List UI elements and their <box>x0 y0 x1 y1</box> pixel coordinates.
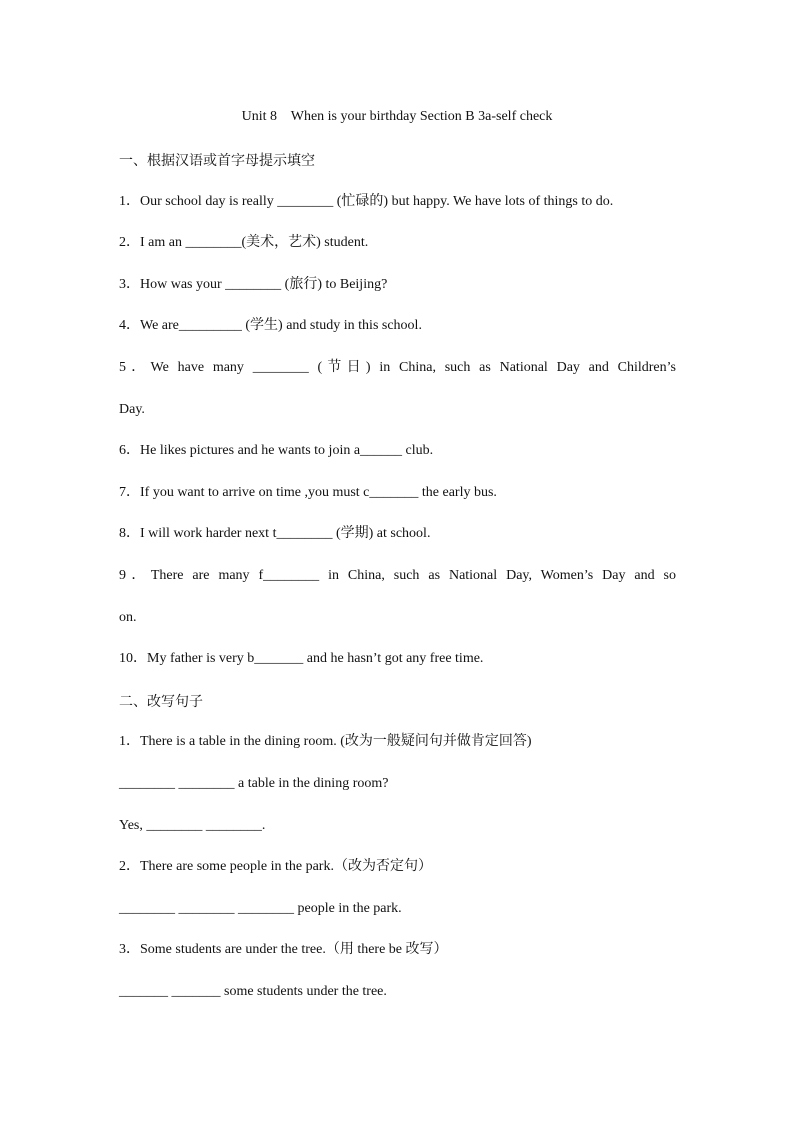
section-1-item-8: 8．I will work harder next t________ (学期) at school. <box>119 526 431 541</box>
section-1-item-7: 7．If you want to arrive on time ,you must c_______ the early bus. <box>119 485 497 500</box>
section-1-item-5-continued: Day. <box>119 402 145 417</box>
section-1-item-3: 3．How was your ________ (旅行) to Beijing? <box>119 277 388 292</box>
section-1-item-5: 5．We have many ________ (节日) in China, such as National Day and Children’s <box>119 360 676 375</box>
section-1-item-10: 10．My father is very b_______ and he hasn’t got any free time. <box>119 651 484 666</box>
section-1-item-6: 6．He likes pictures and he wants to join a______ club. <box>119 443 434 458</box>
section-1-item-9: 9．There are many f________ in China, such as National Day, Women’s Day and so <box>119 568 676 583</box>
section-2-item-1-answer-question: ________ ________ a table in the dining room? <box>119 776 389 791</box>
section-2-item-1: 1．There is a table in the dining room. (改为一般疑问句并做肯定回答) <box>119 734 532 749</box>
section-1-item-2: 2．I am an ________(美术，艺术) student. <box>119 235 369 250</box>
section-2-item-3-answer: _______ _______ some students under the tree. <box>119 984 387 999</box>
section-2-item-2: 2．There are some people in the park.（改为否定句） <box>119 859 432 874</box>
section-2-heading: 二、改写句子 <box>119 695 203 710</box>
section-2-item-2-answer: ________ ________ ________ people in the park. <box>119 901 402 916</box>
section-2-item-3: 3．Some students are under the tree.（用 there be 改写） <box>119 942 448 957</box>
section-1-heading: 一、根据汉语或首字母提示填空 <box>119 154 315 169</box>
section-1-item-1: 1．Our school day is really ________ (忙碌的) but happy. We have lots of things to do. <box>119 194 614 209</box>
page-title: Unit 8 When is your birthday Section B 3a-self check <box>241 109 553 124</box>
section-1-item-4: 4．We are_________ (学生) and study in this school. <box>119 318 422 333</box>
section-1-item-9-continued: on. <box>119 610 137 625</box>
section-2-item-1-answer-reply: Yes, ________ ________. <box>119 818 266 833</box>
